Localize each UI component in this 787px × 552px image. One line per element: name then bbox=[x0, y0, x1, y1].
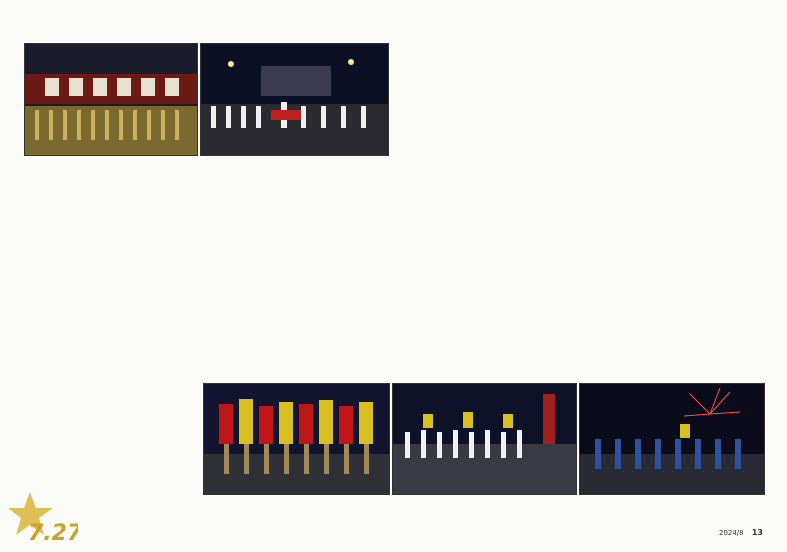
fireworks-illustration bbox=[580, 384, 764, 494]
victory-day-logo bbox=[8, 488, 78, 548]
parade-illustration bbox=[201, 44, 388, 155]
photo-parade-night bbox=[200, 43, 389, 156]
photo-soldiers-fireworks bbox=[579, 383, 765, 495]
text-column-1 bbox=[24, 170, 196, 490]
text-column-3 bbox=[401, 43, 577, 378]
page-footer bbox=[719, 528, 763, 537]
text-column-4 bbox=[587, 43, 763, 378]
photo-flag-bearers bbox=[203, 383, 390, 495]
star-emblem-icon bbox=[8, 488, 78, 548]
marching-illustration bbox=[393, 384, 576, 494]
flag-bearers-illustration bbox=[204, 384, 389, 494]
rally-illustration bbox=[25, 44, 197, 155]
photo-marching-column bbox=[392, 383, 577, 495]
page-number: 13 bbox=[751, 528, 763, 537]
photo-mass-rally-portraits bbox=[24, 43, 198, 156]
logo-text: 7.27 bbox=[28, 521, 78, 546]
text-column-2 bbox=[203, 170, 388, 375]
issue-date: 2024/8 bbox=[718, 529, 744, 537]
